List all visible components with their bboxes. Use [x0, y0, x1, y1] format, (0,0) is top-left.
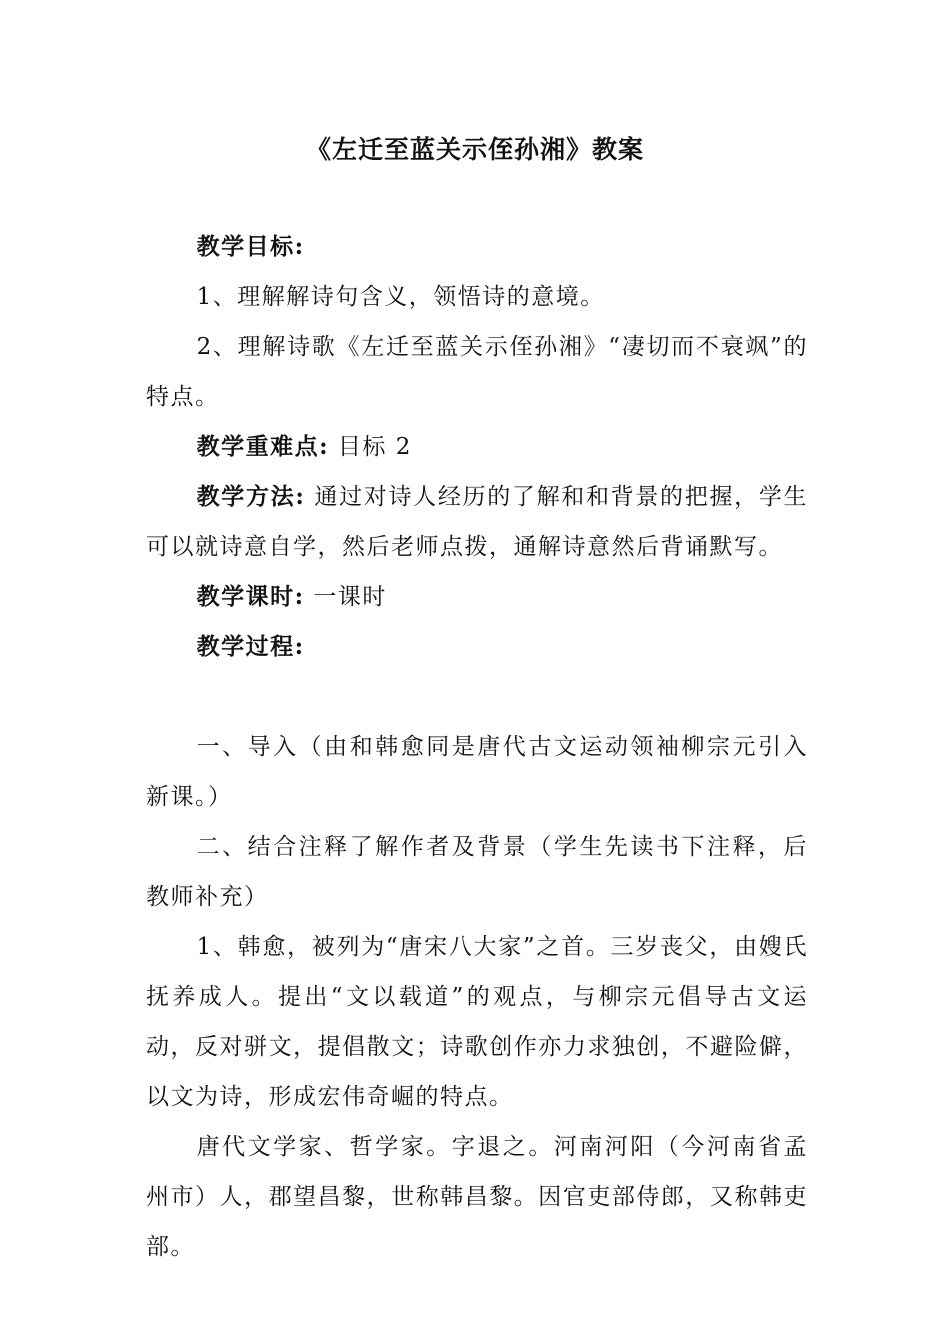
lesson-process: [146, 722, 808, 1272]
step-2: 二、结合注释了解作者及背景（学生先读书下注释，后教师补充）: [146, 834, 808, 910]
author-paragraph-1: 1、韩愈，被列为“唐宋八大家”之首。三岁丧父，由嫂氏抚养成人。提出“文以载道”的观点，与柳宗元倡导古文运动，反对骈文，提倡散文；诗歌创作亦力求独创，不避险僻，以文为诗，形成宏伟奇崛的特点。: [146, 934, 808, 1110]
method-value: 通过对诗人经历的了解和和背景的把握，学生可以就诗意自学，然后老师点拨，通解诗意然后背诵默写。: [146, 484, 809, 560]
document-title: 《左迁至蓝关示侄孙湘》教案: [305, 135, 644, 164]
process-heading: 教学过程:: [196, 633, 305, 660]
objective-2: 2、理解诗歌《左迁至蓝关示侄孙湘》“凄切而不衰飒”的特点。: [146, 334, 808, 410]
key-points-line: [146, 422, 808, 472]
key-points-label: 教学重难点:: [196, 433, 330, 460]
step-1: 一、导入（由和韩愈同是唐代古文运动领袖柳宗元引入新课。）: [146, 734, 808, 810]
period-value: 一课时: [313, 584, 387, 610]
method-paragraph: [146, 472, 808, 572]
author-paragraph-2: 唐代文学家、哲学家。字退之。河南河阳（今河南省孟州市）人，郡望昌黎，世称韩昌黎。因官吏部侍郎，又称韩吏部。: [146, 1134, 808, 1260]
period-line: [146, 572, 808, 622]
method-label: 教学方法:: [196, 483, 306, 510]
lesson-plan-header: [146, 222, 808, 672]
objectives-heading: 教学目标:: [196, 233, 305, 260]
objective-1: 1、理解解诗句含义，领悟诗的意境。: [196, 284, 605, 310]
key-points-value: 目标 2: [337, 434, 412, 460]
period-label: 教学课时:: [196, 583, 305, 610]
